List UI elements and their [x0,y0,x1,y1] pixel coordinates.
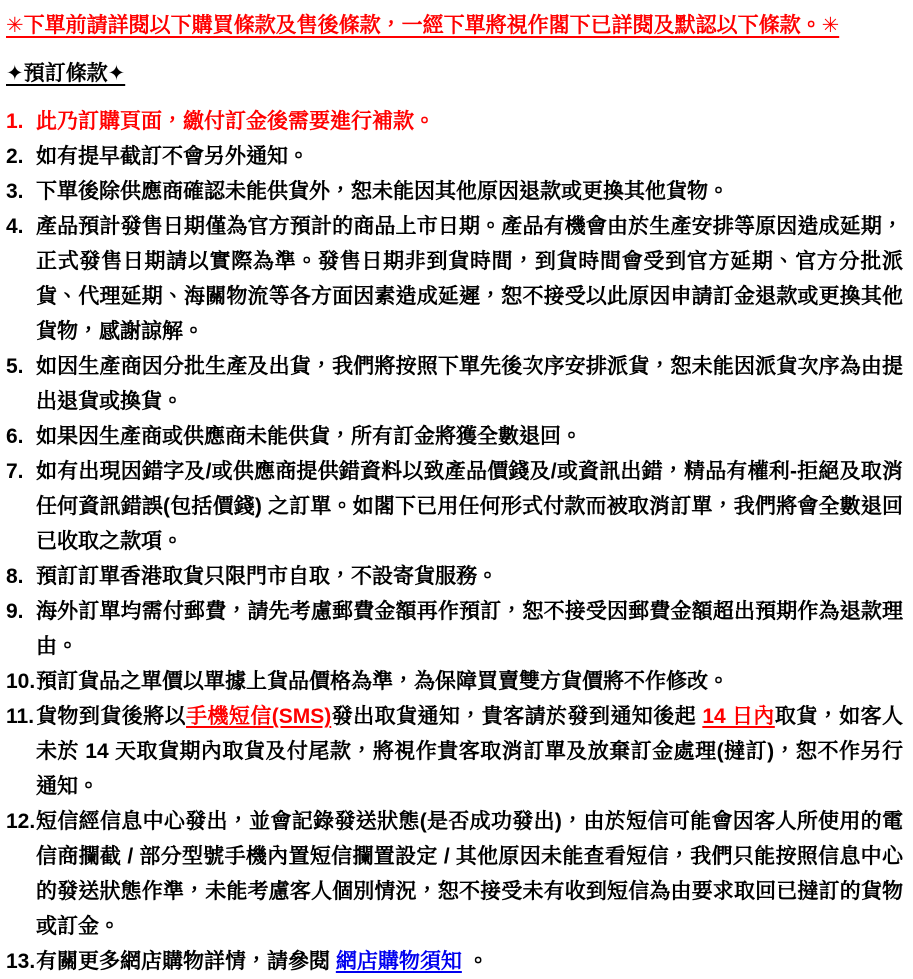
item-text [36,600,903,658]
text-segment: 發出取貨通知，貴客請於發到通知後起 [331,705,703,728]
list-item [6,454,903,559]
item-number: 8. [6,565,24,588]
text-segment: 短信經信息中心發出，並會記錄發送狀態(是否成功發出)，由於短信可能會因客人所使用的電信商攔截 / 部分型號手機內置短信攔置設定 / 其他原因未能查看短信，我們只能按照信息中心的發送狀態作準，未能考慮客人個別情況，恕不接受未有收到短信為由要求取回已撻訂的貨物或訂金。 [36,810,903,938]
item-text [36,425,582,448]
text-segment: 如果因生產商或供應商未能供貨，所有訂金將獲全數退回。 [36,425,582,448]
list-item [6,559,903,594]
list-item [6,174,903,209]
item-text [36,355,903,413]
item-number: 4. [6,215,24,238]
text-segment: 貨物到貨後將以 [36,705,187,728]
page-title [6,8,903,43]
list-item [6,419,903,454]
text-segment: 如有提早截訂不會另外通知。 [36,145,309,168]
text-segment: 有關更多網店購物詳情，請參閱 [36,950,336,973]
text-segment: 下單後除供應商確認未能供貨外，恕未能因其他原因退款或更換其他貨物。 [36,180,729,203]
item-text [36,950,489,973]
text-segment: 如因生產商因分批生產及出貨，我們將按照下單先後次序安排派貨，恕未能因派貨次序為由提出退貨或換貨。 [36,355,903,413]
section-heading-text: ✦預訂條款✦ [6,62,126,85]
list-item [6,139,903,174]
text-segment: 如有出現因錯字及/或供應商提供錯資料以致產品價錢及/或資訊出錯，精品有權利-拒絕及取消任何資訊錯誤(包括價錢) 之訂單。如閣下已用任何形式付款而被取消訂單，我們將會全數退回已收取之款項。 [36,460,903,553]
terms-list [6,104,903,979]
store-shopping-notice-link[interactable]: 網店購物須知 [335,950,462,973]
item-text [36,810,903,938]
list-item [6,804,903,944]
pickup-deadline-highlight: 14 日內 [702,705,775,728]
item-text [36,670,729,693]
item-number: 9. [6,600,24,623]
item-number: 7. [6,460,24,483]
list-item [6,594,903,664]
item-number: 6. [6,425,24,448]
item-text [36,460,903,553]
text-segment: 產品預計發售日期僅為官方預計的商品上市日期。產品有機會由於生產安排等原因造成延期，正式發售日期請以實際為準。發售日期非到貨時間，到貨時間會受到官方延期、官方分批派貨、代理延期、海關物流等各方面因素造成延遲，恕不接受以此原因申請訂金退款或更換其他貨物，感謝諒解。 [36,215,903,343]
text-segment: 預訂訂單香港取貨只限門市自取，不設寄貨服務。 [36,565,498,588]
item-number: 12. [6,810,36,833]
list-item [6,944,903,979]
item-number: 3. [6,180,24,203]
item-number: 11. [6,705,35,728]
text-segment: 預訂貨品之單價以單據上貨品價格為準，為保障買賣雙方貨價將不作修改。 [36,670,729,693]
text-segment: 此乃訂購頁面，繳付訂金後需要進行補款。 [36,110,435,133]
page-title-text: ✳下單前請詳閱以下購買條款及售後條款，一經下單將視作閣下已詳閱及默認以下條款。✳ [6,14,840,37]
list-item [6,699,903,804]
text-segment: 海外訂單均需付郵費，請先考慮郵費金額再作預訂，恕不接受因郵費金額超出預期作為退款理由。 [36,600,903,658]
list-item [6,664,903,699]
item-number: 2. [6,145,24,168]
item-text [36,110,435,133]
item-text [36,565,498,588]
item-number: 13. [6,950,36,973]
item-text [36,145,309,168]
list-item [6,104,903,139]
item-text [36,215,903,343]
item-number: 10. [6,670,36,693]
sms-notice-highlight: 手機短信(SMS) [186,705,332,728]
section-heading-preorder-terms [6,56,903,91]
list-item [6,349,903,419]
list-item [6,209,903,349]
item-text [36,705,903,798]
item-number: 1. [6,110,24,133]
text-segment: 。 [461,950,489,973]
item-text [36,180,729,203]
text-segment: 取貨，如客人未於 14 天取貨期內取貨及付尾款，將視作貴客取消訂單及放棄訂金處理(撻訂)，恕不作另行通知。 [36,705,903,798]
item-number: 5. [6,355,24,378]
